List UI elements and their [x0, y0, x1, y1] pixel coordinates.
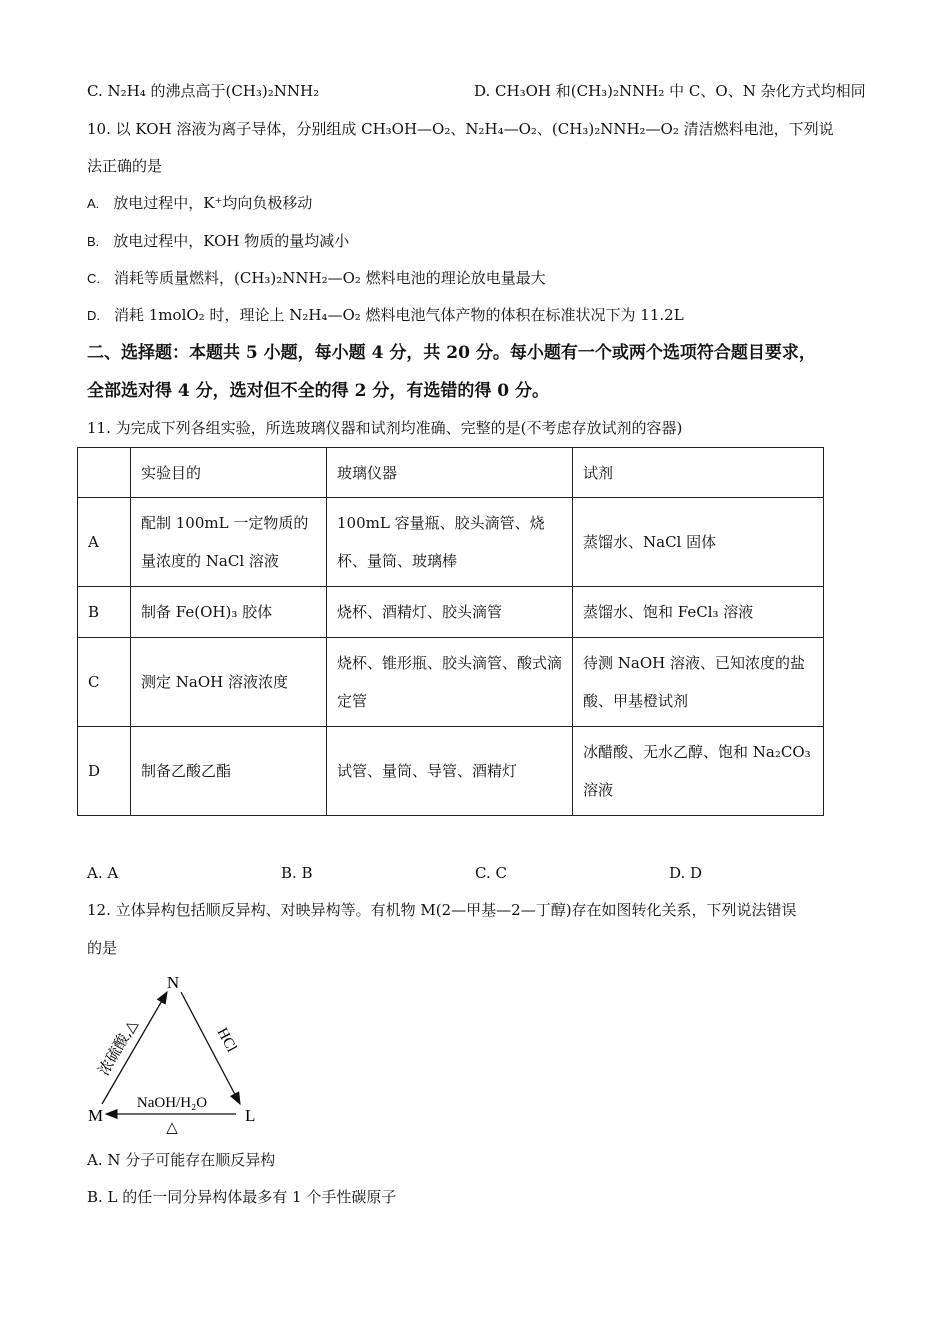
option-letter: A. — [87, 196, 100, 211]
row-glassware: 烧杯、锥形瓶、胶头滴管、酸式滴定管 — [327, 638, 573, 727]
section2-heading-line2: 全部选对得 4 分，选对但不全的得 2 分，有选错的得 0 分。 — [87, 381, 549, 401]
table-header-cell: 实验目的 — [131, 448, 327, 498]
row-key: A — [78, 498, 131, 587]
node-m: M — [88, 1106, 104, 1125]
option-text: 放电过程中，KOH 物质的量均减小 — [113, 232, 350, 250]
q10-option-b — [87, 230, 349, 253]
table-header-cell — [78, 448, 131, 498]
q11-answer-a: A. A — [87, 864, 119, 882]
row-purpose: 制备 Fe(OH)₃ 胶体 — [131, 587, 327, 638]
option-text: 消耗等质量燃料，(CH₃)₂NNH₂—O₂ 燃料电池的理论放电量最大 — [114, 269, 546, 287]
table-row — [78, 638, 824, 727]
q11-answer-b: B. B — [281, 864, 313, 882]
row-reagent: 待测 NaOH 溶液、已知浓度的盐酸、甲基橙试剂 — [573, 638, 824, 727]
row-purpose: 制备乙酸乙酯 — [131, 727, 327, 816]
row-reagent: 蒸馏水、饱和 FeCl₃ 溶液 — [573, 587, 824, 638]
row-glassware: 烧杯、酒精灯、胶头滴管 — [327, 587, 573, 638]
row-purpose: 测定 NaOH 溶液浓度 — [131, 638, 327, 727]
option-letter: C. — [87, 271, 100, 286]
conversion-diagram — [80, 970, 280, 1140]
q10-option-a — [87, 192, 312, 215]
q11-answer-c: C. C — [475, 864, 507, 882]
q9-option-c: C. N₂H₄ 的沸点高于(CH₃)₂NNH₂ — [87, 82, 320, 100]
row-reagent: 冰醋酸、无水乙醇、饱和 Na₂CO₃ 溶液 — [573, 727, 824, 816]
node-n: N — [166, 973, 180, 992]
q9-option-d: D. CH₃OH 和(CH₃)₂NNH₂ 中 C、O、N 杂化方式均相同 — [474, 82, 866, 100]
row-key: D — [78, 727, 131, 816]
q10-option-d — [87, 304, 684, 327]
table-header-cell: 玻璃仪器 — [327, 448, 573, 498]
option-letter: D. — [87, 308, 100, 323]
table-header-row — [78, 448, 824, 498]
q10-option-c — [87, 267, 546, 290]
row-reagent: 蒸馏水、NaCl 固体 — [573, 498, 824, 587]
experiment-table — [77, 447, 824, 816]
q10-stem-line2: 法正确的是 — [87, 157, 163, 175]
q12-option-a: A. N 分子可能存在顺反异构 — [87, 1151, 276, 1169]
row-purpose: 配制 100mL 一定物质的量浓度的 NaCl 溶液 — [131, 498, 327, 587]
row-key: C — [78, 638, 131, 727]
q11-answer-d: D. D — [669, 864, 703, 882]
q12-stem-line2: 的是 — [87, 939, 118, 957]
node-l: L — [245, 1106, 256, 1125]
table-row — [78, 727, 824, 816]
option-text: 消耗 1molO₂ 时，理论上 N₂H₄—O₂ 燃料电池气体产物的体积在标准状况下为 11.2L — [114, 306, 684, 324]
table-header-cell: 试剂 — [573, 448, 824, 498]
option-text: 放电过程中，K⁺均向负极移动 — [113, 194, 313, 212]
section2-heading-line1: 二、选择题：本题共 5 小题，每小题 4 分，共 20 分。每小题有一个或两个选项符合题目要求， — [87, 343, 816, 363]
label-heat: △ — [166, 1118, 178, 1136]
q12-option-b: B. L 的任一同分异构体最多有 1 个手性碳原子 — [87, 1188, 397, 1206]
table-row — [78, 498, 824, 587]
option-letter: B. — [87, 234, 100, 249]
table-row — [78, 587, 824, 638]
row-key: B — [78, 587, 131, 638]
label-naoh-water: NaOH/H₂O — [136, 1095, 208, 1111]
label-hcl: HCl — [213, 1025, 240, 1055]
row-glassware: 100mL 容量瓶、胶头滴管、烧杯、量筒、玻璃棒 — [327, 498, 573, 587]
q10-stem-line1: 10. 以 KOH 溶液为离子导体，分别组成 CH₃OH—O₂、N₂H₄—O₂、(CH₃)₂NNH₂—O₂ 清洁燃料电池，下列说 — [87, 120, 834, 138]
q11-stem: 11. 为完成下列各组实验，所选玻璃仪器和试剂均准确、完整的是(不考虑存放试剂的容器) — [87, 419, 683, 437]
q12-stem-line1: 12. 立体异构包括顺反异构、对映异构等。有机物 M(2—甲基—2—丁醇)存在如图转化关系，下列说法错误 — [87, 901, 797, 919]
label-conc-sulfuric: 浓硫酸,△ — [94, 1016, 141, 1079]
row-glassware: 试管、量筒、导管、酒精灯 — [327, 727, 573, 816]
